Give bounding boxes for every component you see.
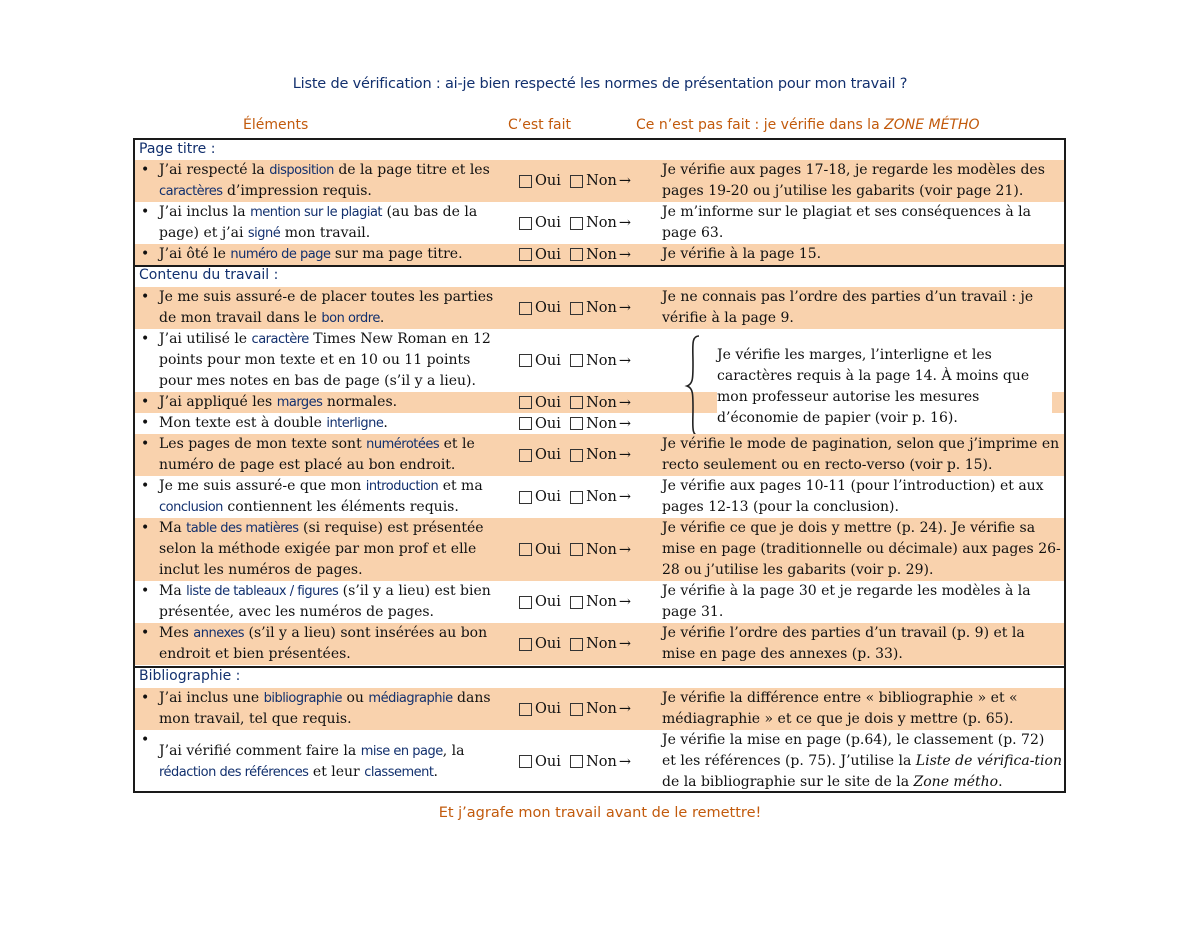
arrow-icon: →: [618, 541, 632, 558]
reference-text: Je vérifie le mode de pagination, selon que j’imprime en recto seulement ou en recto-verso (voir p. 15).: [662, 436, 1060, 473]
section-header-bibliographie: Bibliographie :: [139, 668, 241, 684]
arrow-icon: →: [618, 447, 632, 463]
arrow-icon: →: [618, 173, 632, 189]
checklist-row: • Je me suis assuré-e que mon introduction et ma conclusion contiennent les éléments requis. Oui Non → Je vérifie aux pages 10-11 (pour l’introduction) et aux pages 12-13 (pour la conclusion).: [135, 476, 1064, 518]
reference-text: Je ne connais pas l’ordre des parties d’un travail : je vérifie à la page 9.: [662, 289, 1034, 326]
column-header-elements: Éléments: [243, 117, 309, 133]
checklist-row: • J’ai respecté la disposition de la page titre et les caractères d’impression requis. Oui Non → Je vérifie aux pages 17-18, je regarde les modèles des pages 19-20 ou j’utilise les gabarits (voir page 21).: [135, 160, 1064, 202]
checklist-row: • Ma liste de tableaux / figures (s’il y a lieu) est bien présentée, avec les numéros de pages. Oui Non → Je vérifie à la page 30 et je regarde les modèles à la page 31.: [135, 581, 1064, 623]
arrow-icon: →: [618, 701, 632, 717]
reference-text: Je vérifie à la page 30 et je regarde les modèles à la page 31.: [662, 583, 1031, 620]
arrow-icon: →: [618, 753, 632, 770]
checklist-row: • Mes annexes (s’il y a lieu) sont insérées au bon endroit et bien présentées. Oui Non → Je vérifie l’ordre des parties d’un travail (p. 9) et la mise en page des annexes (p. 33).: [135, 623, 1064, 665]
oui-checkbox[interactable]: [519, 638, 532, 651]
reference-text: Je vérifie la mise en page (p.64), le classement (p. 72) et les références (p. 75). J’utilise la Liste de vérifica-tion de la bibliographie sur le site de la Zone métho.: [662, 732, 1062, 790]
oui-checkbox[interactable]: [519, 175, 532, 188]
non-checkbox[interactable]: [570, 248, 583, 261]
arrow-icon: →: [618, 215, 632, 231]
oui-checkbox[interactable]: [519, 217, 532, 230]
arrow-icon: →: [618, 394, 632, 411]
non-checkbox[interactable]: [570, 354, 583, 367]
oui-checkbox[interactable]: [519, 449, 532, 462]
arrow-icon: →: [618, 415, 632, 432]
oui-checkbox[interactable]: [519, 248, 532, 261]
oui-checkbox[interactable]: [519, 755, 532, 768]
reference-text: Je vérifie la différence entre « bibliographie » et « médiagraphie » et ce que je dois y mettre (p. 65).: [662, 690, 1018, 727]
checklist-row: • J’ai inclus la mention sur le plagiat (au bas de la page) et j’ai signé mon travail. Oui Non → Je m’informe sur le plagiat et ses conséquences à la page 63.: [135, 202, 1064, 244]
section-header-contenu: Contenu du travail :: [139, 267, 279, 283]
oui-checkbox[interactable]: [519, 543, 532, 556]
non-checkbox[interactable]: [570, 449, 583, 462]
reference-text: Je m’informe sur le plagiat et ses conséquences à la page 63.: [662, 204, 1031, 241]
column-header-done: C’est fait: [508, 117, 571, 133]
reference-text: Je vérifie à la page 15.: [662, 246, 822, 262]
bullet: •: [141, 162, 150, 178]
non-checkbox[interactable]: [570, 596, 583, 609]
checklist-table: [133, 138, 1066, 793]
checklist-row: • Les pages de mon texte sont numérotées et le numéro de page est placé au bon endroit. Oui Non → Je vérifie le mode de pagination, selon que j’imprime en recto seulement ou en recto-verso (voir p. 15).: [135, 434, 1064, 476]
oui-checkbox[interactable]: [519, 596, 532, 609]
checklist-row: • J’ai inclus une bibliographie ou médiagraphie dans mon travail, tel que requis. Oui Non → Je vérifie la différence entre « bibliographie » et « médiagraphie » et ce que je dois y mettre (p. 65).: [135, 688, 1064, 730]
oui-checkbox[interactable]: [519, 354, 532, 367]
arrow-icon: →: [618, 246, 632, 263]
non-checkbox[interactable]: [570, 755, 583, 768]
oui-checkbox[interactable]: [519, 491, 532, 504]
non-checkbox[interactable]: [570, 217, 583, 230]
reference-text: Je vérifie aux pages 17-18, je regarde les modèles des pages 19-20 ou j’utilise les gabarits (voir page 21).: [662, 162, 1045, 199]
page-title: Liste de vérification : ai-je bien respecté les normes de présentation pour mon travail ?: [292, 76, 908, 92]
non-checkbox[interactable]: [570, 302, 583, 315]
non-checkbox[interactable]: [570, 703, 583, 716]
arrow-icon: →: [618, 489, 632, 505]
non-checkbox[interactable]: [570, 175, 583, 188]
oui-checkbox[interactable]: [519, 703, 532, 716]
non-checkbox[interactable]: [570, 417, 583, 430]
oui-checkbox[interactable]: [519, 396, 532, 409]
checklist-row: • J’ai utilisé le caractère Times New Roman en 12 points pour mon texte et en 10 ou 11 points pour mes notes en bas de page (s’il y a lieu). Oui Non →: [141, 331, 632, 389]
checklist-row: • Mon texte est à double interligne. Oui Non →: [141, 415, 632, 432]
reference-text: Je vérifie aux pages 10-11 (pour l’introduction) et aux pages 12-13 (pour la conclusion).: [662, 478, 1044, 515]
checklist-row: • J’ai vérifié comment faire la mise en page, la rédaction des références et leur classement. Oui Non → Je vérifie la mise en page (p.64), le classement (p. 72) et les références (p. 75). J’utilise la Liste de vérifica-tion de la bibliographie sur le site de la Zone métho.: [135, 730, 1064, 793]
checklist-row: • J’ai appliqué les marges normales. Oui Non →: [135, 392, 1064, 413]
curly-brace-icon: [683, 334, 713, 438]
non-checkbox[interactable]: [570, 543, 583, 556]
grouped-reference-text: Je vérifie les marges, l’interligne et les caractères requis à la page 14. À moins que mon professeur autorise les mesures d’économie de papier (voir p. 16).: [717, 345, 1052, 429]
non-checkbox[interactable]: [570, 638, 583, 651]
non-checkbox[interactable]: [570, 491, 583, 504]
section-header-page-titre: Page titre :: [139, 141, 216, 157]
arrow-icon: →: [618, 352, 632, 369]
arrow-icon: →: [618, 636, 632, 652]
reference-text: Je vérifie l’ordre des parties d’un travail (p. 9) et la mise en page des annexes (p. 33).: [662, 625, 1025, 662]
footer-note: Et j’agrafe mon travail avant de le remettre!: [438, 805, 762, 821]
checklist-row: • J’ai ôté le numéro de page sur ma page titre. Oui Non → Je vérifie à la page 15.: [135, 244, 1064, 265]
checklist-row: • Je me suis assuré-e de placer toutes les parties de mon travail dans le bon ordre. Oui Non → Je ne connais pas l’ordre des parties d’un travail : je vérifie à la page 9.: [135, 287, 1064, 329]
non-checkbox[interactable]: [570, 396, 583, 409]
column-header-not-done: Ce n’est pas fait : je vérifie dans la ZONE MÉTHO: [636, 117, 980, 133]
arrow-icon: →: [618, 594, 632, 610]
oui-checkbox[interactable]: [519, 302, 532, 315]
reference-text: Je vérifie ce que je dois y mettre (p. 24). Je vérifie sa mise en page (traditionnelle ou décimale) aux pages 26-28 ou j’utilise les gabarits (voir p. 29).: [662, 520, 1061, 578]
oui-checkbox[interactable]: [519, 417, 532, 430]
checklist-row: • Ma table des matières (si requise) est présentée selon la méthode exigée par mon prof et elle inclut les numéros de pages. Oui Non → Je vérifie ce que je dois y mettre (p. 24). Je vérifie sa mise en page (traditionnelle ou décimale) aux pages 26-28 ou j’utilise les gabarits (voir p. 29).: [135, 518, 1064, 581]
arrow-icon: →: [618, 300, 632, 316]
